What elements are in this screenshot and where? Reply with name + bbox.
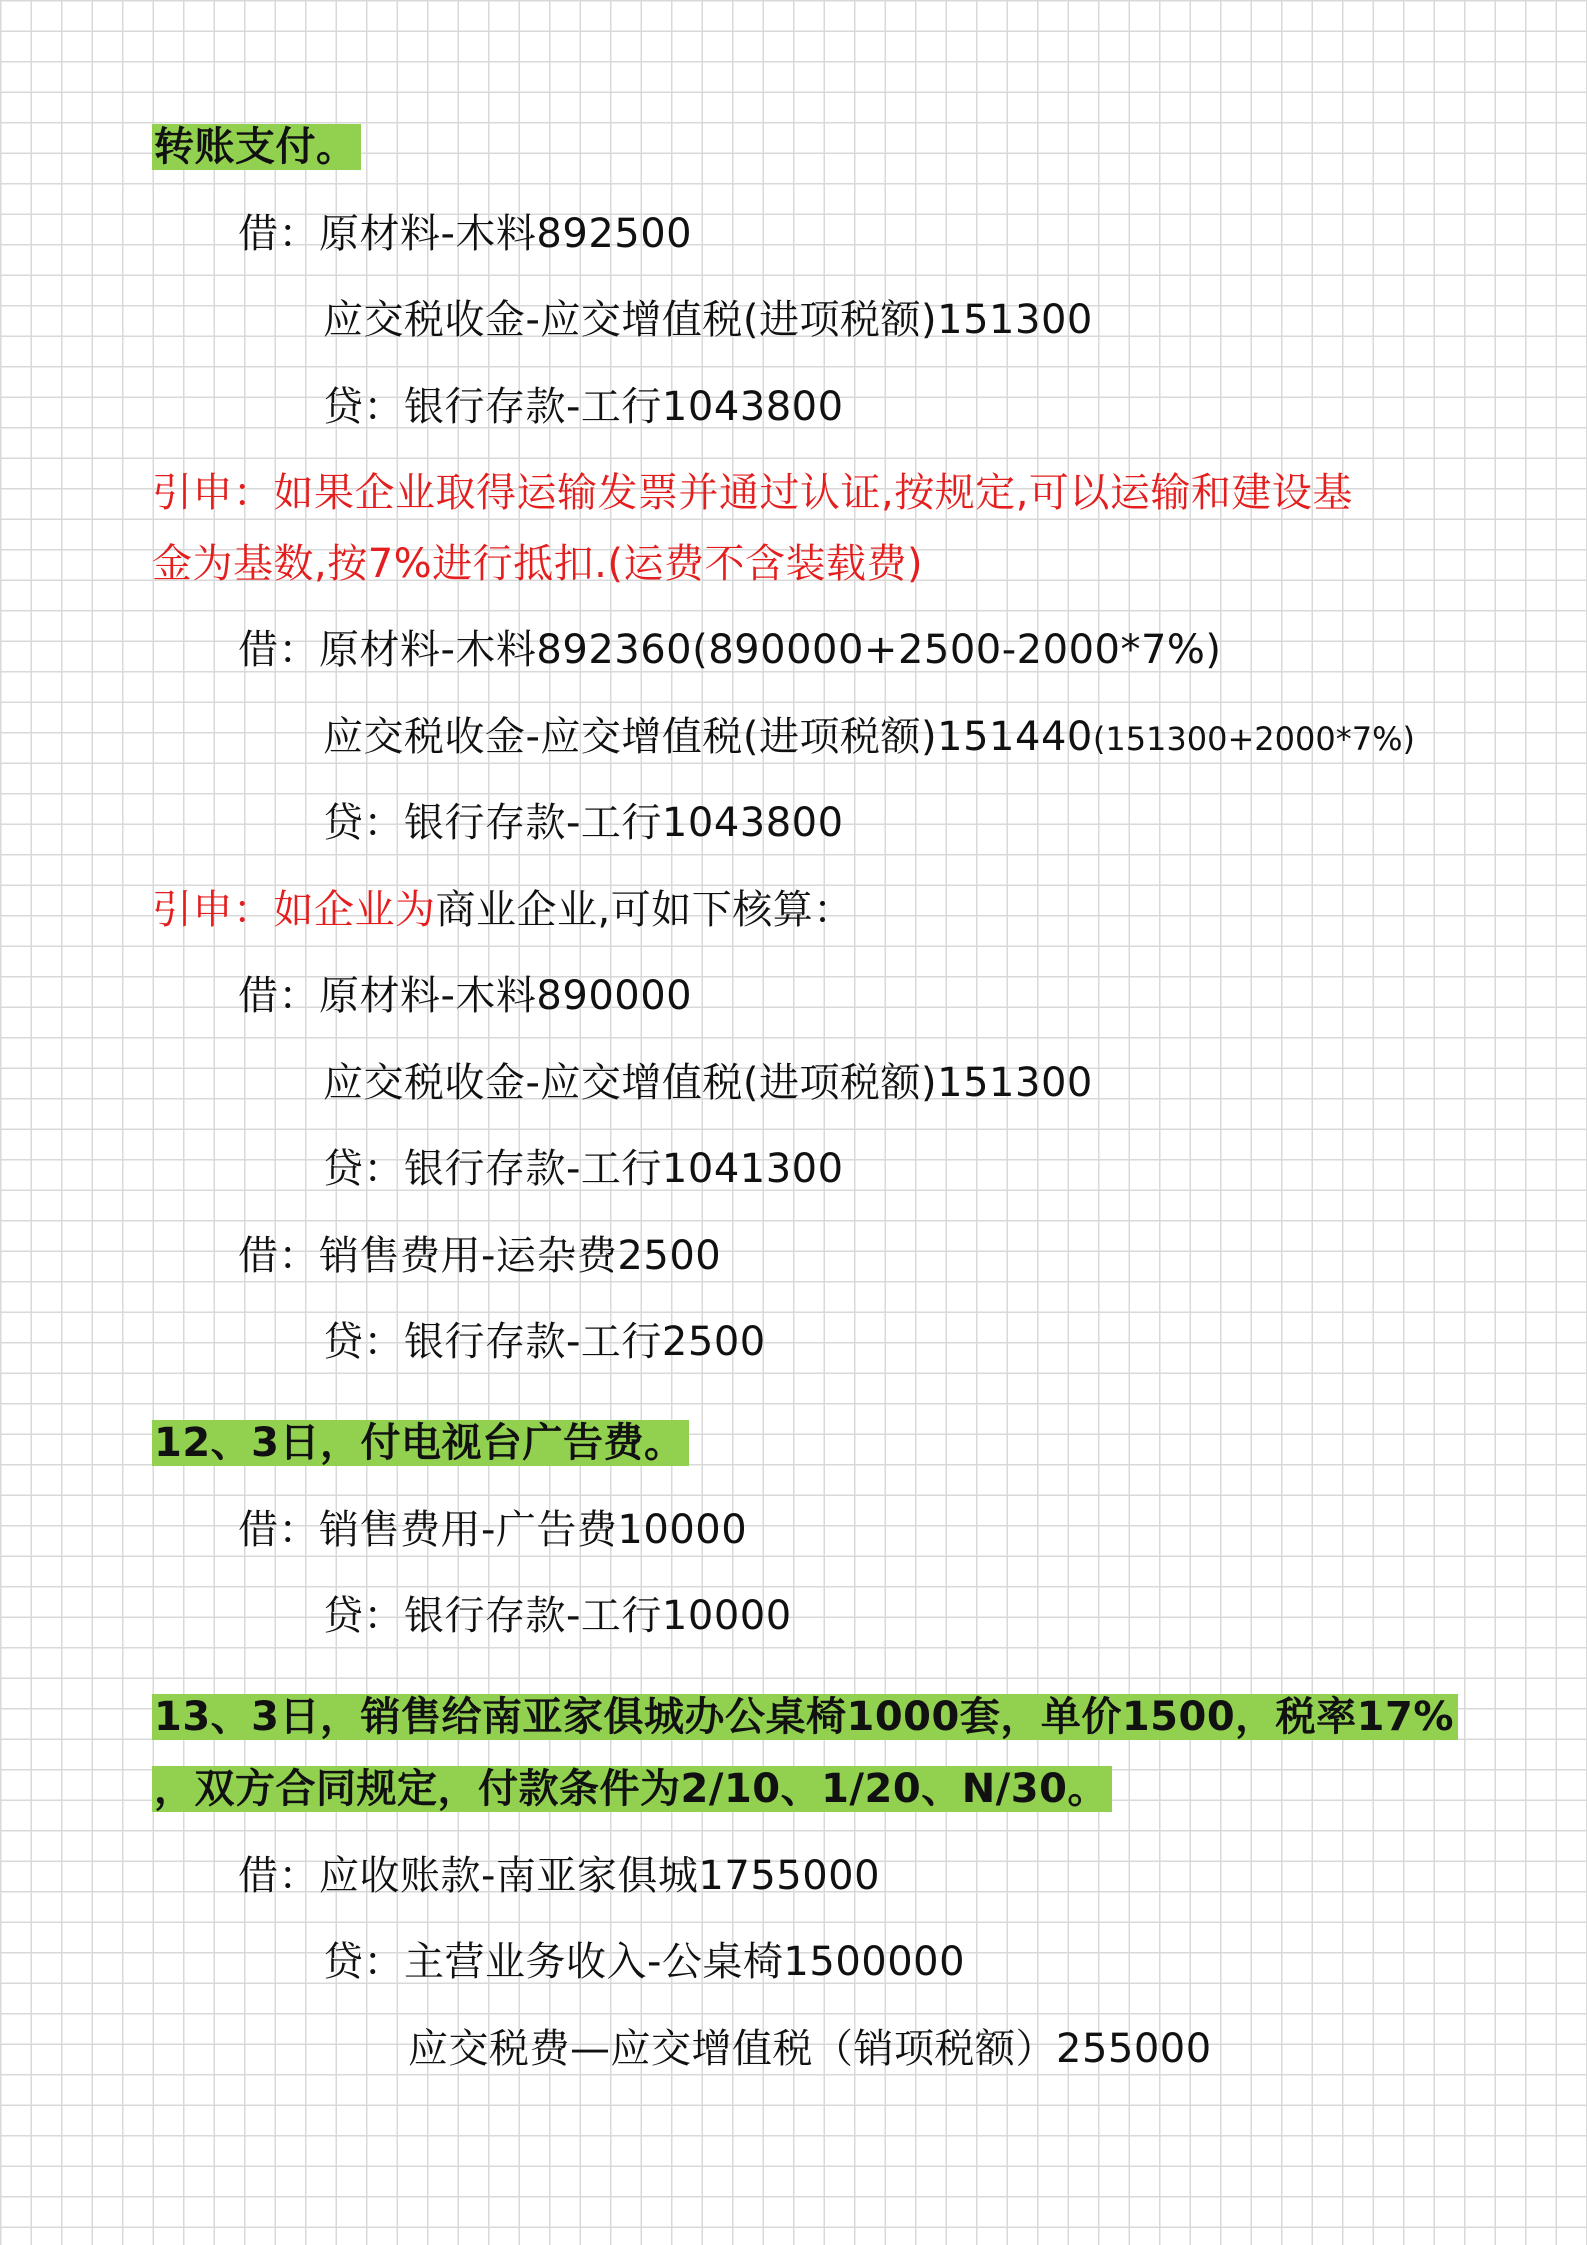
journal-line: 借：应收账款-南亚家俱城1755000 <box>238 1853 881 1899</box>
journal-line: 应交税收金-应交增值税(进项税额)151300 <box>323 1060 1093 1106</box>
highlighted-heading: 13、3日，销售给南亚家俱城办公桌椅1000套，单价1500，税率17% <box>152 1694 1458 1740</box>
extension-text: 如果企业取得运输发票并通过认证,按规定,可以运输和建设基 <box>273 470 1353 516</box>
journal-line: 贷：主营业务收入-公桌椅1500000 <box>323 1939 966 1985</box>
extension1-line1 <box>152 464 1353 522</box>
item13-heading-line2 <box>152 1760 1112 1818</box>
item13-heading-line1 <box>152 1688 1458 1746</box>
highlighted-heading: 转账支付。 <box>152 124 361 170</box>
journal-line: 借：原材料-木料892360(890000+2500-2000*7%) <box>238 627 1222 673</box>
calculation-note: (151300+2000*7%) <box>1092 720 1415 758</box>
journal-line: 贷：银行存款-工行10000 <box>323 1593 792 1639</box>
extension1-line2: 金为基数,按7%进行抵扣.(运费不含装载费) <box>152 541 924 587</box>
extension-label: 引申： <box>152 470 274 516</box>
journal-text: 应交税收金-应交增值税(进项税额)151440 <box>323 714 1093 760</box>
journal-line: 借：销售费用-广告费10000 <box>238 1507 748 1553</box>
journal-line: 应交税收金-应交增值税(进项税额)151300 <box>323 297 1093 343</box>
extension-red-text: 如企业为 <box>273 887 436 933</box>
extension-black-text: 商业企业,可如下核算： <box>435 887 854 933</box>
journal-line: 贷：银行存款-工行1043800 <box>323 800 844 846</box>
highlighted-heading: ，双方合同规定，付款条件为2/10、1/20、N/30。 <box>152 1766 1112 1812</box>
journal-line: 应交税费—应交增值税（销项税额）255000 <box>408 2026 1212 2072</box>
journal-line: 贷：银行存款-工行1043800 <box>323 384 844 430</box>
journal-line: 贷：银行存款-工行1041300 <box>323 1146 844 1192</box>
journal-line: 借：原材料-木料892500 <box>238 211 693 257</box>
extension-label: 引申： <box>152 887 274 933</box>
journal-line: 借：原材料-木料890000 <box>238 973 693 1019</box>
journal-line: 借：销售费用-运杂费2500 <box>238 1233 722 1279</box>
journal-line: 贷：银行存款-工行2500 <box>323 1319 766 1365</box>
item12-heading <box>152 1414 689 1472</box>
extension2-line <box>152 881 854 939</box>
highlighted-heading: 12、3日，付电视台广告费。 <box>152 1420 689 1466</box>
journal-line <box>323 708 1415 766</box>
section-a-heading <box>152 118 361 176</box>
